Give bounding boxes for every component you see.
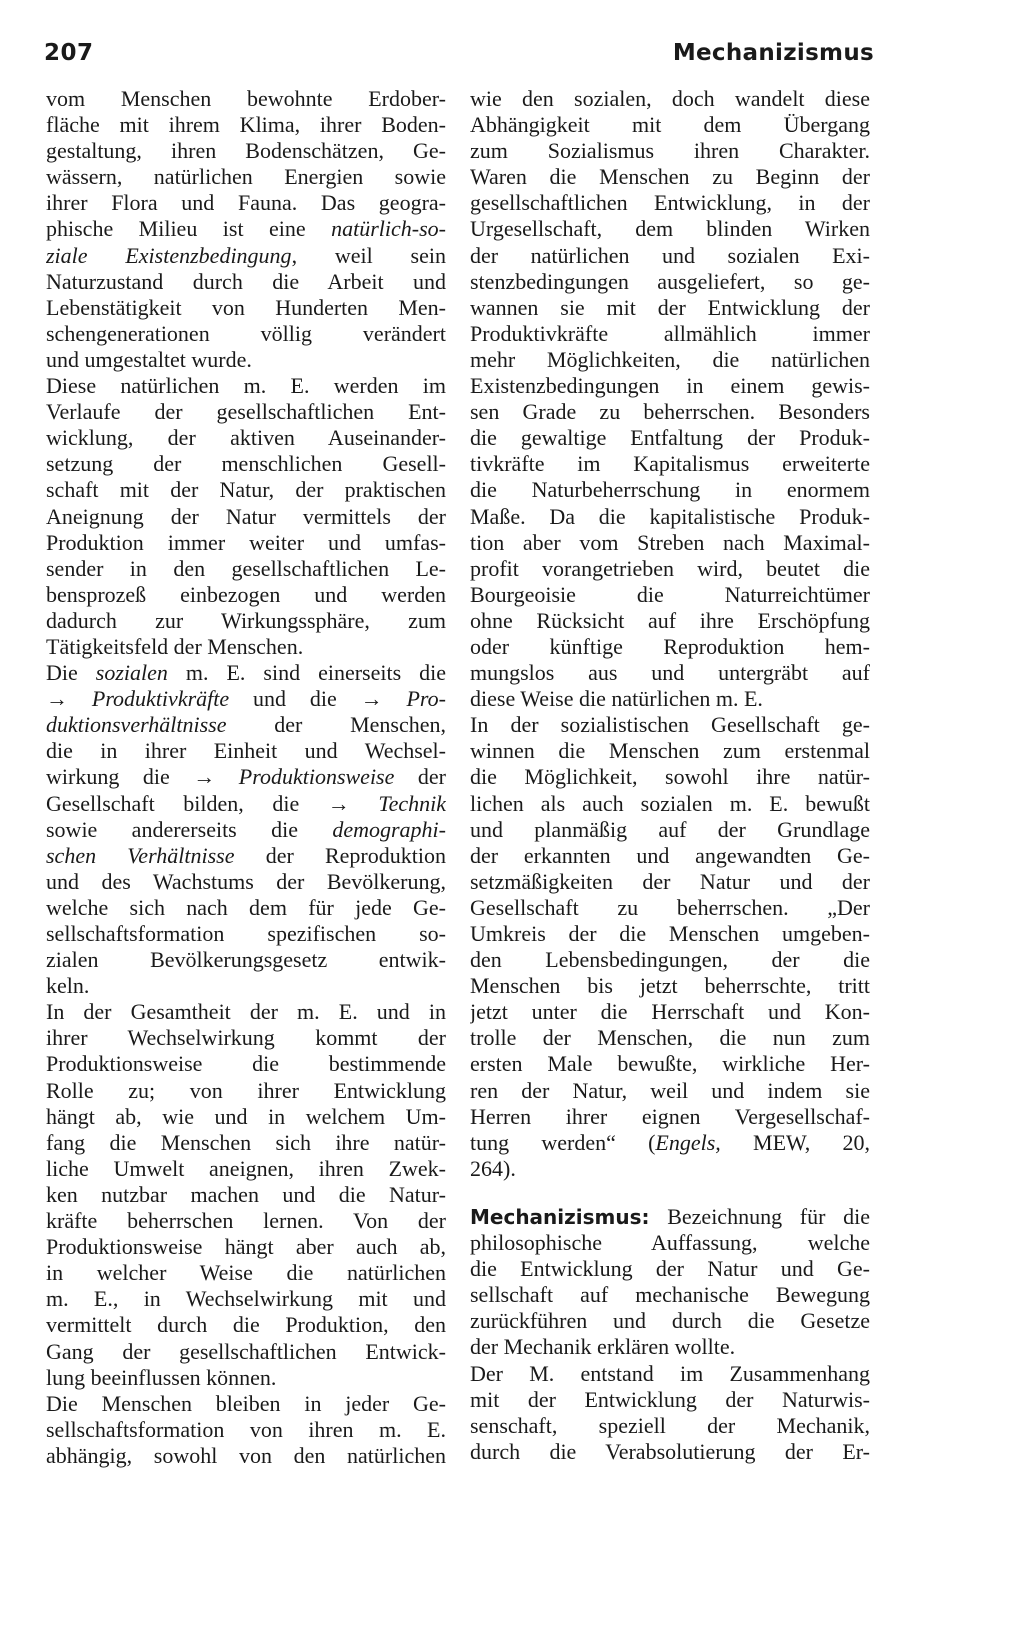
text-line: Lebenstätigkeit von Hunderten Men- xyxy=(46,294,446,320)
text-line: wirkung die → Produktionsweise der xyxy=(46,764,446,790)
text-line: zum Sozialismus ihren Charakter. xyxy=(470,138,870,164)
text-line: die Naturbeherrschung in enormem xyxy=(470,477,870,503)
text-line: schen Verhältnisse der Reproduktion xyxy=(46,842,446,868)
text-line: ihrer Wechselwirkung kommt der xyxy=(46,1025,446,1051)
text-line: kräfte beherrschen lernen. Von der xyxy=(46,1208,446,1234)
text-line: setzmäßigkeiten der Natur und der xyxy=(470,868,870,894)
text-line: gestaltung, ihren Bodenschätzen, Ge- xyxy=(46,138,446,164)
text-line: Maße. Da die kapitalistische Produk- xyxy=(470,503,870,529)
entry-gap xyxy=(470,1182,870,1204)
text-line: lung beeinflussen können. xyxy=(46,1364,277,1390)
text-line: fang die Menschen sich ihre natür- xyxy=(46,1129,446,1155)
text-line: die gewaltige Entfaltung der Produk- xyxy=(470,425,870,451)
text-line: Der M. entstand im Zusammenhang xyxy=(470,1360,870,1386)
text-line: setzung der menschlichen Gesell- xyxy=(46,451,446,477)
text-line: wie den sozialen, doch wandelt diese xyxy=(470,86,870,111)
text-line: Naturzustand durch die Arbeit und xyxy=(46,268,446,294)
text-line: Gesellschaft bilden, die → Technik xyxy=(46,790,446,816)
text-line: Urgesellschaft, dem blinden Wirken xyxy=(470,216,870,242)
text-line: Tätigkeitsfeld der Menschen. xyxy=(46,633,304,659)
text-line: sen Grade zu beherrschen. Besonders xyxy=(470,399,870,425)
text-line: Umkreis der die Menschen umgeben- xyxy=(470,921,870,946)
text-line: mehr Möglichkeiten, die natürlichen xyxy=(470,346,870,372)
text-line: Gesellschaft zu beherrschen. „Der xyxy=(470,894,870,920)
text-line: wässern, natürlichen Energien sowie xyxy=(46,164,446,190)
page-number: 207 xyxy=(44,40,94,66)
text-line: profit vorangetrieben wird, beutet die xyxy=(470,555,870,581)
text-line: und planmäßig auf der Grundlage xyxy=(470,816,870,842)
text-line: senschaft, speziell der Mechanik, xyxy=(470,1412,870,1438)
text-line: durch die Verabsolutierung der Er- xyxy=(470,1438,870,1464)
text-line: Die sozialen m. E. sind einerseits die xyxy=(46,660,446,686)
text-line: Gang der gesellschaftlichen Entwick- xyxy=(46,1338,446,1364)
text-line: vom Menschen bewohnte Erdober- xyxy=(46,86,446,111)
text-line: fläche mit ihrem Klima, ihrer Boden- xyxy=(46,112,446,138)
text-line: die Entwicklung der Natur und Ge- xyxy=(470,1256,870,1282)
text-line: sellschaftsformation von ihren m. E. xyxy=(46,1416,446,1442)
text-line: Diese natürlichen m. E. werden im xyxy=(46,373,446,399)
text-line: duktionsverhältnisse der Menschen, xyxy=(46,712,446,738)
text-line: mungslos aus und untergräbt auf xyxy=(470,660,870,686)
text-line: Produktivkräfte allmählich immer xyxy=(470,320,870,346)
text-line: gesellschaftlichen Entwicklung, in der xyxy=(470,190,870,216)
text-line: zialen Bevölkerungsgesetz entwik- xyxy=(46,947,446,973)
text-line: schaft mit der Natur, der praktischen xyxy=(46,477,446,503)
text-line: lichen als auch sozialen m. E. bewußt xyxy=(470,790,870,816)
text-line: hängt ab, wie und in welchem Um- xyxy=(46,1103,446,1129)
text-line: welche sich nach dem für jede Ge- xyxy=(46,894,446,920)
text-line: jetzt unter die Herrschaft und Kon- xyxy=(470,999,870,1025)
text-line: der Mechanik erklären wollte. xyxy=(470,1334,736,1360)
text-line: und umgestaltet wurde. xyxy=(46,346,252,372)
text-line: den Lebensbedingungen, der die xyxy=(470,947,870,973)
text-line: Abhängigkeit mit dem Übergang xyxy=(470,112,870,138)
text-line: Rolle zu; von ihrer Entwicklung xyxy=(46,1077,446,1103)
text-line: sowie andererseits die demographi- xyxy=(46,816,446,842)
text-line: mit der Entwicklung der Naturwis- xyxy=(470,1386,870,1412)
text-line: tung werden“ (Engels, MEW, 20, xyxy=(470,1129,870,1155)
text-line: liche Umwelt aneignen, ihren Zwek- xyxy=(46,1155,446,1181)
text-line: Produktion immer weiter und umfas- xyxy=(46,529,446,555)
text-line: sellschaft auf mechanische Bewegung xyxy=(470,1282,870,1308)
text-line: Produktionsweise hängt aber auch ab, xyxy=(46,1234,446,1260)
text-line: Verlaufe der gesellschaftlichen Ent- xyxy=(46,399,446,425)
text-line: ken nutzbar machen und die Natur- xyxy=(46,1181,446,1207)
text-line: Menschen bis jetzt beherrschte, tritt xyxy=(470,973,870,999)
text-line: ihrer Flora und Fauna. Das geogra- xyxy=(46,190,446,216)
text-line: winnen die Menschen zum erstenmal xyxy=(470,738,870,764)
text-line: 264). xyxy=(470,1155,516,1181)
text-line: und des Wachstums der Bevölkerung, xyxy=(46,868,446,894)
text-line: ohne Rücksicht auf ihre Erschöpfung xyxy=(470,607,870,633)
text-line: die Möglichkeit, sowohl ihre natür- xyxy=(470,764,870,790)
text-line: Waren die Menschen zu Beginn der xyxy=(470,164,870,190)
text-line: Herren ihrer eignen Vergesellschaf- xyxy=(470,1103,870,1129)
text-line: vermittelt durch die Produktion, den xyxy=(46,1312,446,1338)
text-line: oder künftige Reproduktion hem- xyxy=(470,633,870,659)
text-line: philosophische Auffassung, welche xyxy=(470,1230,870,1256)
text-line: schengenerationen völlig verändert xyxy=(46,320,446,346)
text-line: In der sozialistischen Gesellschaft ge- xyxy=(470,712,870,738)
text-line: die in ihrer Einheit und Wechsel- xyxy=(46,738,446,764)
text-line: sellschaftsformation spezifischen so- xyxy=(46,921,446,946)
text-line: → Produktivkräfte und die → Pro- xyxy=(46,686,446,712)
text-line: ersten Male bewußte, wirkliche Her- xyxy=(470,1051,870,1077)
text-line: trolle der Menschen, die nun zum xyxy=(470,1025,870,1051)
running-head: Mechanizismus xyxy=(672,40,874,66)
text-line: phische Milieu ist eine natürlich-so- xyxy=(46,216,446,242)
entry-headword-line: Mechanizismus: Bezeichnung für die xyxy=(470,1203,870,1229)
text-line: stenzbedingungen ausgeliefert, so ge- xyxy=(470,268,870,294)
right-column xyxy=(470,86,870,1465)
text-line: Aneignung der Natur vermittels der xyxy=(46,503,446,529)
text-line: abhängig, sowohl von den natürlichen xyxy=(46,1442,446,1468)
text-line: wannen sie mit der Entwicklung der xyxy=(470,294,870,320)
text-line: ren der Natur, weil und indem sie xyxy=(470,1077,870,1103)
text-line: tivkräfte im Kapitalismus erweiterte xyxy=(470,451,870,477)
left-column xyxy=(46,86,446,1469)
text-line: bensprozeß einbezogen und werden xyxy=(46,581,446,607)
text-line: m. E., in Wechselwirkung mit und xyxy=(46,1286,446,1312)
text-line: Produktionsweise die bestimmende xyxy=(46,1051,446,1077)
text-line: in welcher Weise die natürlichen xyxy=(46,1260,446,1286)
text-line: Die Menschen bleiben in jeder Ge- xyxy=(46,1390,446,1416)
text-line: ziale Existenzbedingung, weil sein xyxy=(46,242,446,268)
text-line: keln. xyxy=(46,973,90,999)
text-line: tion aber vom Streben nach Maximal- xyxy=(470,529,870,555)
text-line: wicklung, der aktiven Auseinander- xyxy=(46,425,446,451)
text-line: dadurch zur Wirkungssphäre, zum xyxy=(46,607,446,633)
text-line: sender in den gesellschaftlichen Le- xyxy=(46,555,446,581)
text-line: der natürlichen und sozialen Exi- xyxy=(470,242,870,268)
text-line: Existenzbedingungen in einem gewis- xyxy=(470,373,870,399)
text-line: der erkannten und angewandten Ge- xyxy=(470,842,870,868)
text-line: In der Gesamtheit der m. E. und in xyxy=(46,999,446,1025)
text-line: zurückführen und durch die Gesetze xyxy=(470,1308,870,1334)
text-line: diese Weise die natürlichen m. E. xyxy=(470,686,763,712)
text-line: Bourgeoisie die Naturreichtümer xyxy=(470,581,870,607)
